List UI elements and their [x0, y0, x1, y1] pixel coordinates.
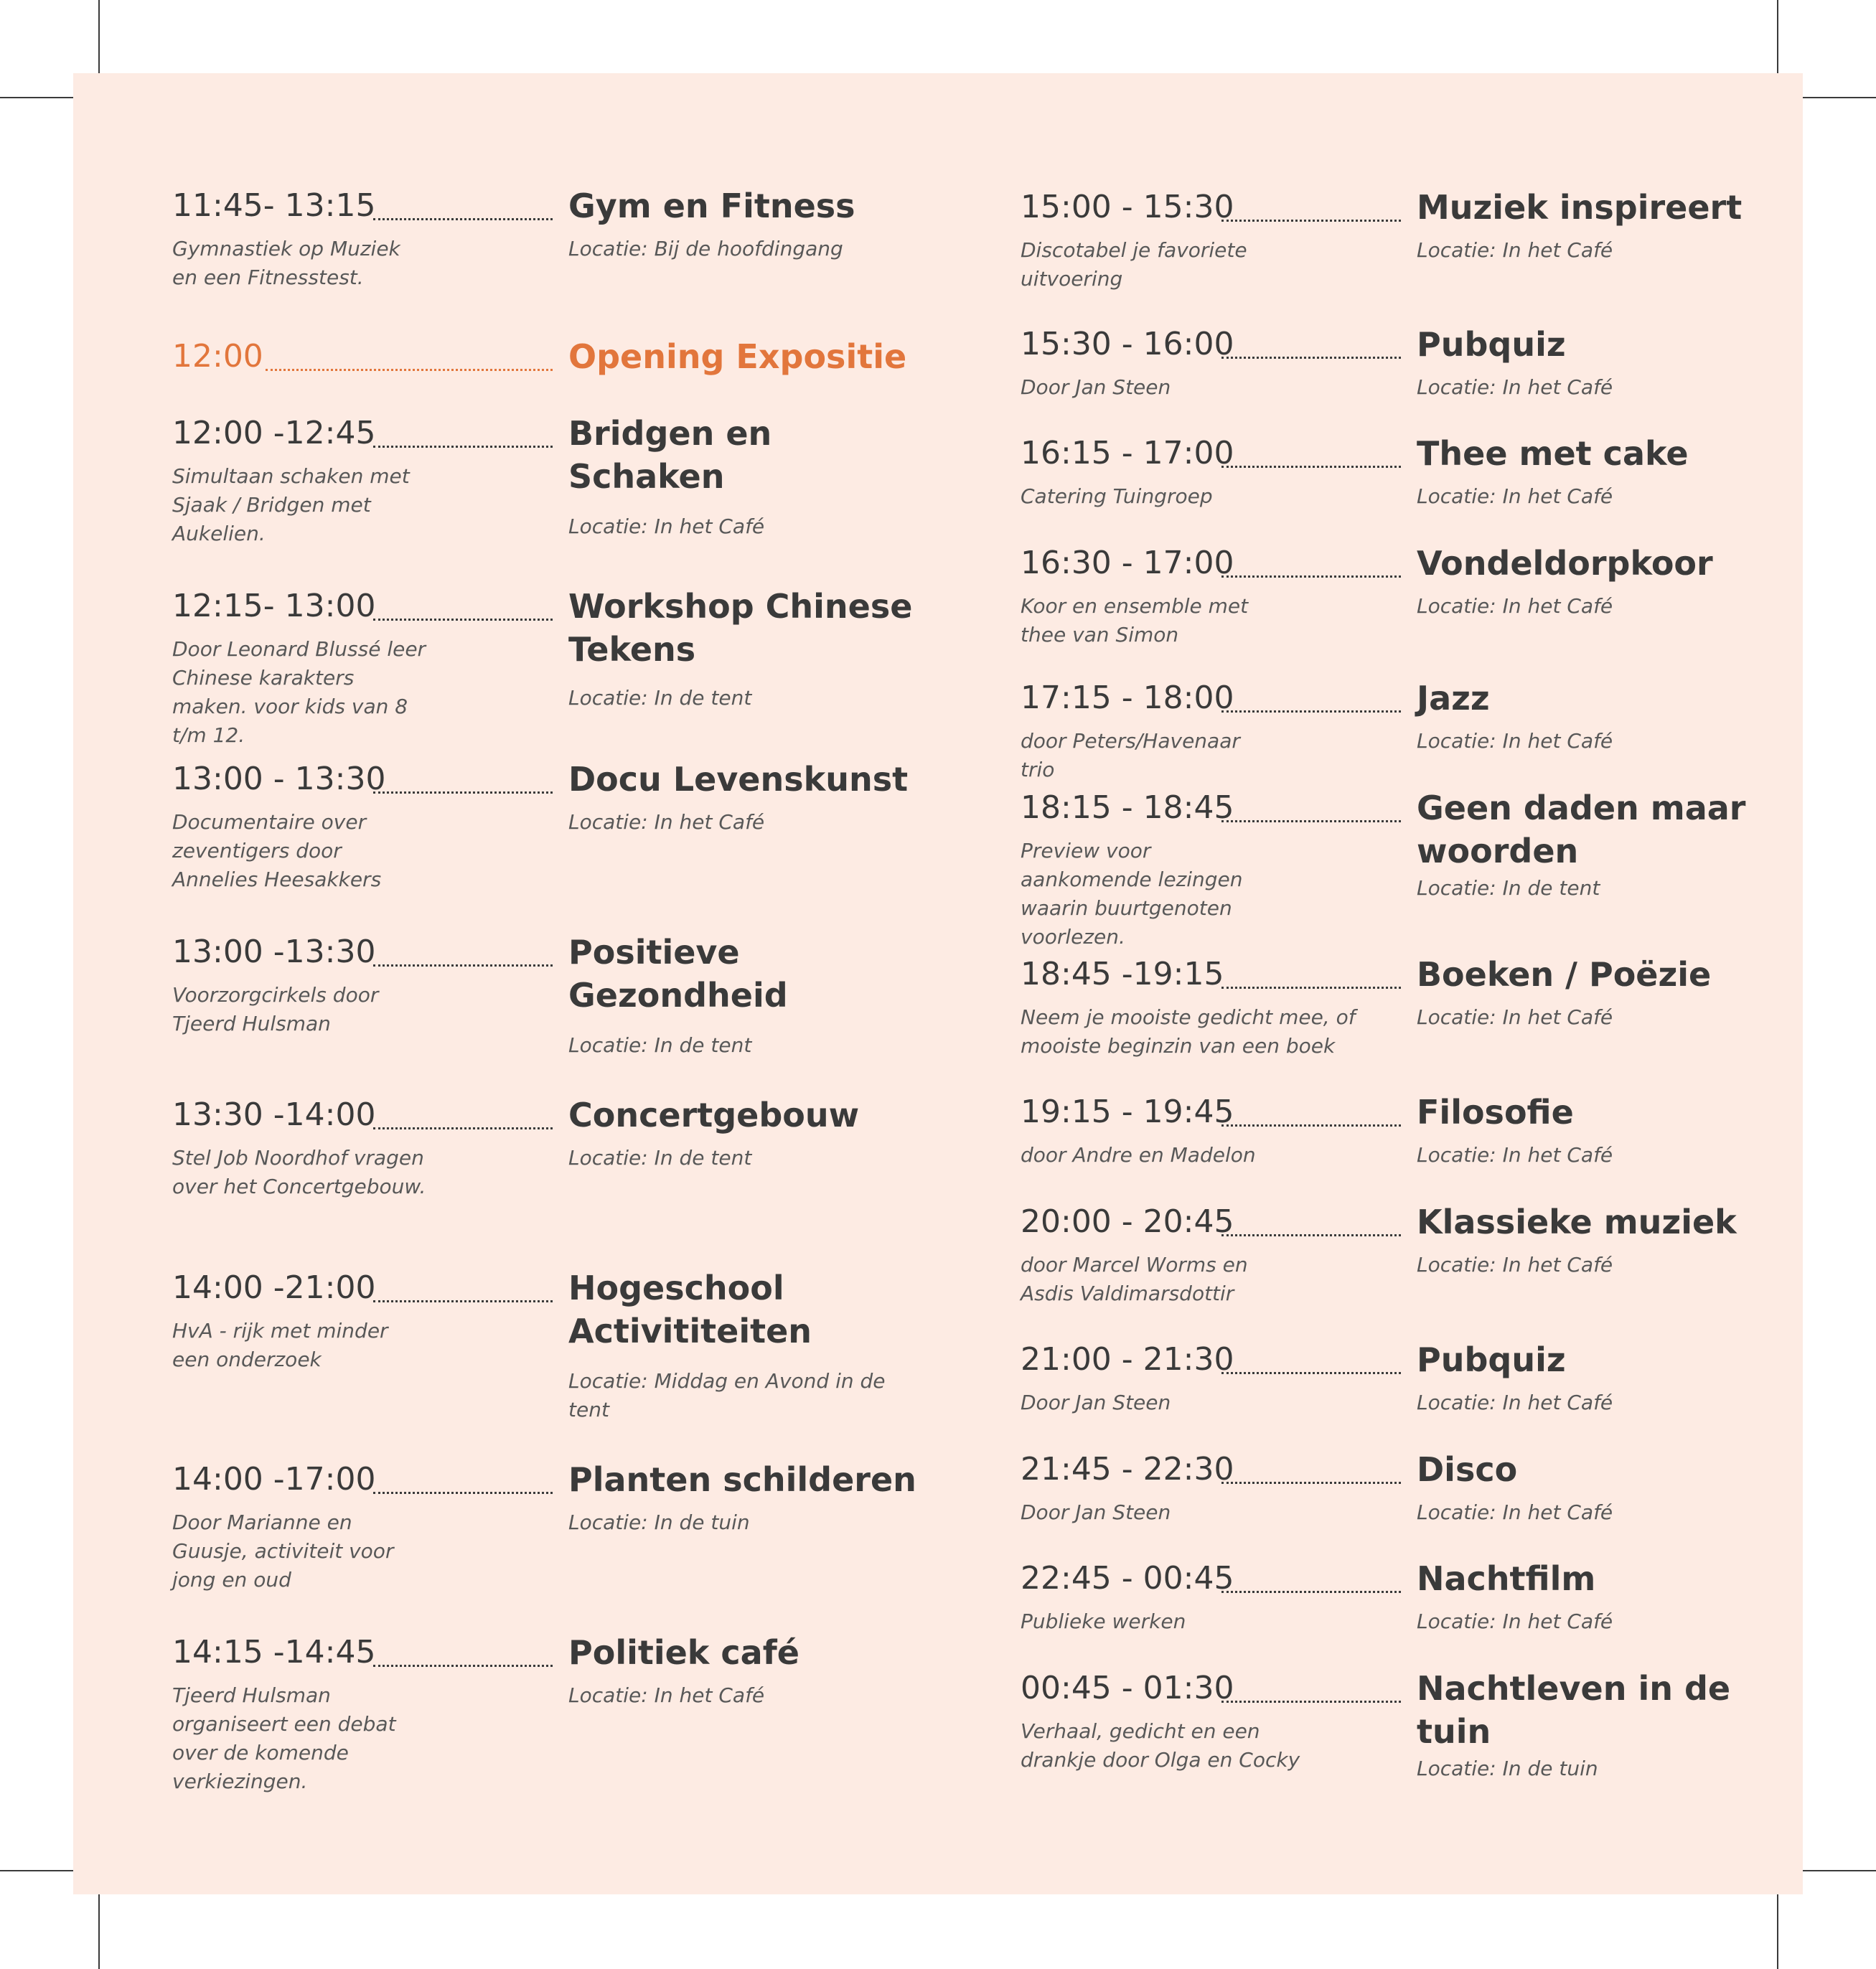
program-panel [73, 73, 1803, 1894]
item-location: Locatie: In het Café [1417, 1609, 1613, 1633]
item-location: Locatie: In het Café [1417, 238, 1613, 262]
dotted-leader [1221, 1701, 1401, 1703]
item-title: Vondeldorpkoor [1417, 544, 1713, 583]
item-title: Nachtleven in de tuin [1417, 1669, 1731, 1751]
item-location: Locatie: In het Café [1417, 1391, 1613, 1414]
crop-mark [0, 97, 75, 98]
item-description: Door Marianne en Guusje, activiteit voor jong en oud [172, 1510, 394, 1592]
item-location: Locatie: In het Café [1417, 594, 1613, 618]
item-title: Gym en Fitness [568, 187, 855, 225]
dotted-leader [373, 218, 553, 220]
dotted-leader [1221, 710, 1401, 713]
program-item [1021, 186, 1781, 291]
dotted-leader [373, 964, 553, 967]
item-description: Koor en ensemble met thee van Simon [1021, 594, 1249, 647]
program-item-highlight [172, 335, 933, 385]
item-description: Preview voor aankomende lezingen waarin buurtgenoten voorlezen. [1021, 839, 1243, 949]
item-location: Locatie: In het Café [568, 1683, 765, 1707]
program-item [1021, 1091, 1781, 1167]
item-title: Politiek café [568, 1633, 799, 1672]
item-time: 21:00 - 21:30 [1021, 1341, 1234, 1378]
item-title: Disco [1417, 1450, 1518, 1489]
item-time: 15:00 - 15:30 [1021, 189, 1234, 225]
crop-mark [98, 0, 100, 75]
dotted-leader [373, 619, 553, 621]
program-item [172, 931, 933, 1057]
item-time: 21:45 - 22:30 [1021, 1451, 1234, 1488]
item-location: Locatie: In het Café [1417, 729, 1613, 753]
crop-mark [1801, 97, 1876, 98]
item-title: Jazz [1417, 679, 1490, 718]
dotted-leader [373, 1300, 553, 1302]
program-item [1021, 323, 1781, 399]
item-location: Locatie: In het Café [568, 810, 765, 834]
item-description: HvA - rijk met minder een onderzoek [172, 1319, 388, 1371]
item-title: Bridgen en Schaken [568, 414, 772, 496]
program-item [172, 412, 933, 545]
program-item [1021, 1200, 1781, 1305]
program-item [172, 1631, 933, 1793]
item-location: Locatie: In de tent [1417, 876, 1600, 900]
dotted-leader [1221, 575, 1401, 578]
program-item [172, 184, 933, 289]
item-location: Locatie: In het Café [1417, 1253, 1613, 1277]
program-item [1021, 1338, 1781, 1414]
program-item [172, 585, 933, 747]
item-description: door Peters/Havenaar trio [1021, 729, 1240, 781]
crop-mark [1801, 1870, 1876, 1871]
crop-mark [1777, 0, 1778, 75]
dotted-leader [373, 1665, 553, 1667]
item-title: Opening Expositie [568, 337, 907, 376]
dotted-leader [266, 369, 553, 371]
program-item [172, 1458, 933, 1592]
item-location: Locatie: Bij de hoofdingang [568, 237, 843, 260]
item-description: Voorzorgcirkels door Tjeerd Hulsman [172, 983, 379, 1035]
item-description: Tjeerd Hulsman organiseert een debat over de komende verkiezingen. [172, 1683, 396, 1793]
crop-mark [0, 1870, 75, 1871]
item-description: Door Jan Steen [1021, 1500, 1171, 1524]
crop-mark [1777, 1893, 1778, 1969]
item-description: Door Leonard Blussé leer Chinese karakters maken. voor kids van 8 t/m 12. [172, 637, 426, 747]
item-title: Hogeschool Activititeiten [568, 1269, 812, 1350]
dotted-leader [373, 791, 553, 794]
item-title: Positieve Gezondheid [568, 933, 788, 1015]
item-location: Locatie: In het Café [568, 514, 765, 538]
dotted-leader [373, 446, 553, 448]
item-description: Verhaal, gedicht en een drankje door Olga en Cocky [1021, 1719, 1300, 1772]
item-title: Filosofie [1417, 1093, 1574, 1132]
item-description: Simultaan schaken met Sjaak / Bridgen met Aukelien. [172, 464, 410, 545]
item-time: 20:00 - 20:45 [1021, 1203, 1234, 1240]
item-title: Nachtfilm [1417, 1559, 1596, 1598]
item-time: 16:15 - 17:00 [1021, 435, 1234, 471]
program-item [1021, 1557, 1781, 1633]
item-title: Docu Levenskunst [568, 760, 909, 799]
item-title: Workshop Chinese Tekens [568, 587, 913, 669]
item-time: 18:15 - 18:45 [1021, 789, 1234, 826]
program-item [1021, 1448, 1781, 1524]
item-location: Locatie: In de tent [568, 1146, 752, 1170]
item-time: 18:45 -19:15 [1021, 956, 1224, 992]
item-time: 12:00 -12:45 [172, 415, 376, 451]
item-time: 14:15 -14:45 [172, 1634, 376, 1670]
item-location: Locatie: In het Café [1417, 484, 1613, 508]
item-title: Muziek inspireert [1417, 188, 1743, 227]
item-time: 13:00 -13:30 [172, 934, 376, 970]
item-time: 16:30 - 17:00 [1021, 545, 1234, 581]
dotted-leader [1221, 220, 1401, 222]
program-item [1021, 1667, 1781, 1780]
item-time: 12:00 [172, 338, 263, 375]
item-description: Publieke werken [1021, 1609, 1186, 1633]
item-description: door Andre en Madelon [1021, 1143, 1256, 1167]
item-time: 15:30 - 16:00 [1021, 326, 1234, 362]
program-item [1021, 542, 1781, 647]
dotted-leader [1221, 1372, 1401, 1374]
item-time: 00:45 - 01:30 [1021, 1670, 1234, 1706]
item-time: 14:00 -21:00 [172, 1269, 376, 1306]
item-time: 22:45 - 00:45 [1021, 1560, 1234, 1597]
item-description: Neem je mooiste gedicht mee, of mooiste beginzin van een boek [1021, 1005, 1356, 1058]
dotted-leader [1221, 1234, 1401, 1236]
item-title: Klassieke muziek [1417, 1203, 1737, 1241]
dotted-leader [1221, 987, 1401, 989]
item-title: Pubquiz [1417, 1340, 1566, 1379]
dotted-leader [373, 1127, 553, 1129]
program-item [1021, 953, 1781, 1058]
program-item [1021, 786, 1781, 949]
item-description: Door Jan Steen [1021, 1391, 1171, 1414]
item-time: 14:00 -17:00 [172, 1461, 376, 1498]
item-location: Locatie: In het Café [1417, 1500, 1613, 1524]
item-time: 17:15 - 18:00 [1021, 680, 1234, 716]
crop-mark [98, 1893, 100, 1969]
item-description: Door Jan Steen [1021, 375, 1171, 399]
item-location: Locatie: Middag en Avond in de tent [568, 1369, 886, 1421]
item-location: Locatie: In de tent [568, 1033, 752, 1057]
item-description: door Marcel Worms en Asdis Valdimarsdottir [1021, 1253, 1248, 1305]
item-location: Locatie: In de tuin [568, 1510, 750, 1534]
item-title: Concertgebouw [568, 1096, 860, 1134]
item-title: Planten schilderen [568, 1460, 916, 1499]
item-description: Documentaire over zeventigers door Annelies Heesakkers [172, 810, 382, 891]
item-location: Locatie: In het Café [1417, 1143, 1613, 1167]
item-description: Stel Job Noordhof vragen over het Concertgebouw. [172, 1146, 426, 1198]
item-location: Locatie: In de tent [568, 686, 752, 710]
item-time: 11:45- 13:15 [172, 187, 376, 224]
program-item [1021, 677, 1781, 781]
program-item [172, 1094, 933, 1198]
program-item [172, 758, 933, 891]
dotted-leader [1221, 466, 1401, 468]
program-item [172, 1267, 933, 1421]
item-description: Gymnastiek op Muziek en een Fitnesstest. [172, 237, 400, 289]
dotted-leader [373, 1492, 553, 1494]
item-description: Discotabel je favoriete uitvoering [1021, 238, 1247, 291]
item-title: Boeken / Poëzie [1417, 955, 1712, 994]
item-location: Locatie: In de tuin [1417, 1757, 1598, 1780]
program-item [1021, 432, 1781, 508]
item-time: 19:15 - 19:45 [1021, 1094, 1234, 1130]
item-time: 13:30 -14:00 [172, 1096, 376, 1133]
item-time: 13:00 - 13:30 [172, 761, 386, 797]
dotted-leader [1221, 1124, 1401, 1127]
item-location: Locatie: In het Café [1417, 1005, 1613, 1029]
item-location: Locatie: In het Café [1417, 375, 1613, 399]
dotted-leader [1221, 820, 1401, 822]
item-title: Geen daden maar woorden [1417, 789, 1746, 870]
item-title: Pubquiz [1417, 325, 1566, 364]
item-time: 12:15- 13:00 [172, 588, 376, 624]
item-title: Thee met cake [1417, 434, 1689, 473]
item-description: Catering Tuingroep [1021, 484, 1213, 508]
dotted-leader [1221, 357, 1401, 359]
dotted-leader [1221, 1591, 1401, 1593]
dotted-leader [1221, 1482, 1401, 1484]
